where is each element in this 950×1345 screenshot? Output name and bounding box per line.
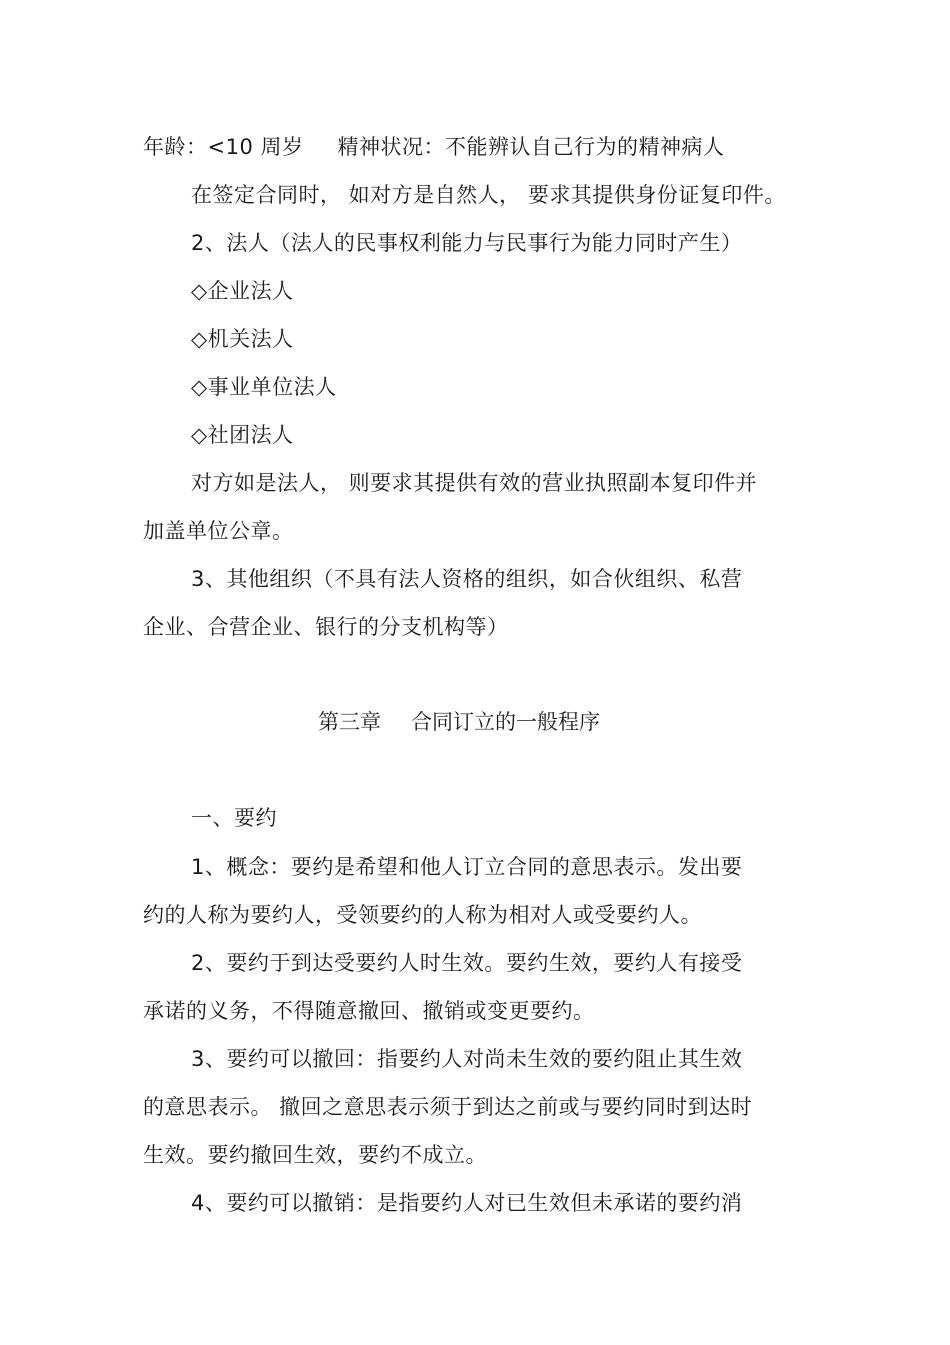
legal-person-title: 2、法人（法人的民事权利能力与民事行为能力同时产生） — [191, 231, 743, 255]
age-value: <10 周岁 — [207, 135, 304, 159]
natural-person-note: 在签定合同时， 如对方是自然人， 要求其提供身份证复印件。 — [191, 183, 786, 207]
section-line: 承诺的义务，不得随意撤回、撤销或变更要约。 — [143, 999, 595, 1023]
section-line: 1、概念：要约是希望和他人订立合同的意思表示。发出要 — [191, 855, 743, 879]
other-org-line-2: 企业、合营企业、银行的分支机构等） — [143, 615, 509, 639]
section-title: 一、要约 — [191, 806, 277, 830]
section-line: 4、要约可以撤销：是指要约人对已生效但未承诺的要约消 — [191, 1191, 743, 1215]
legal-type-item: ◇事业单位法人 — [191, 375, 337, 399]
mental-label: 精神状况： — [337, 135, 445, 159]
legal-type-item: ◇社团法人 — [191, 423, 294, 447]
other-org-line-1: 3、其他组织（不具有法人资格的组织，如合伙组织、私营 — [191, 567, 743, 591]
mental-value: 不能辨认自己行为的精神病人 — [445, 135, 725, 159]
legal-type-item: ◇机关法人 — [191, 327, 294, 351]
section-line: 约的人称为要约人，受领要约的人称为相对人或受要约人。 — [143, 903, 702, 927]
legal-person-note-line-2: 加盖单位公章。 — [143, 519, 294, 543]
section-line: 3、要约可以撤回：指要约人对尚未生效的要约阻止其生效 — [191, 1047, 743, 1071]
chapter-number: 第三章 — [318, 710, 381, 734]
age-label: 年龄： — [143, 135, 208, 159]
section-line: 的意思表示。 撤回之意思表示须于到达之前或与要约同时到达时 — [143, 1095, 753, 1119]
legal-person-note-line-1: 对方如是法人， 则要求其提供有效的营业执照副本复印件并 — [191, 471, 758, 495]
legal-type-item: ◇企业法人 — [191, 279, 294, 303]
chapter-heading — [318, 708, 600, 736]
section-line: 生效。要约撤回生效，要约不成立。 — [143, 1143, 487, 1167]
section-line: 2、要约于到达受要约人时生效。要约生效，要约人有接受 — [191, 951, 743, 975]
age-mental-line — [143, 133, 725, 161]
chapter-title: 合同订立的一般程序 — [411, 710, 600, 734]
